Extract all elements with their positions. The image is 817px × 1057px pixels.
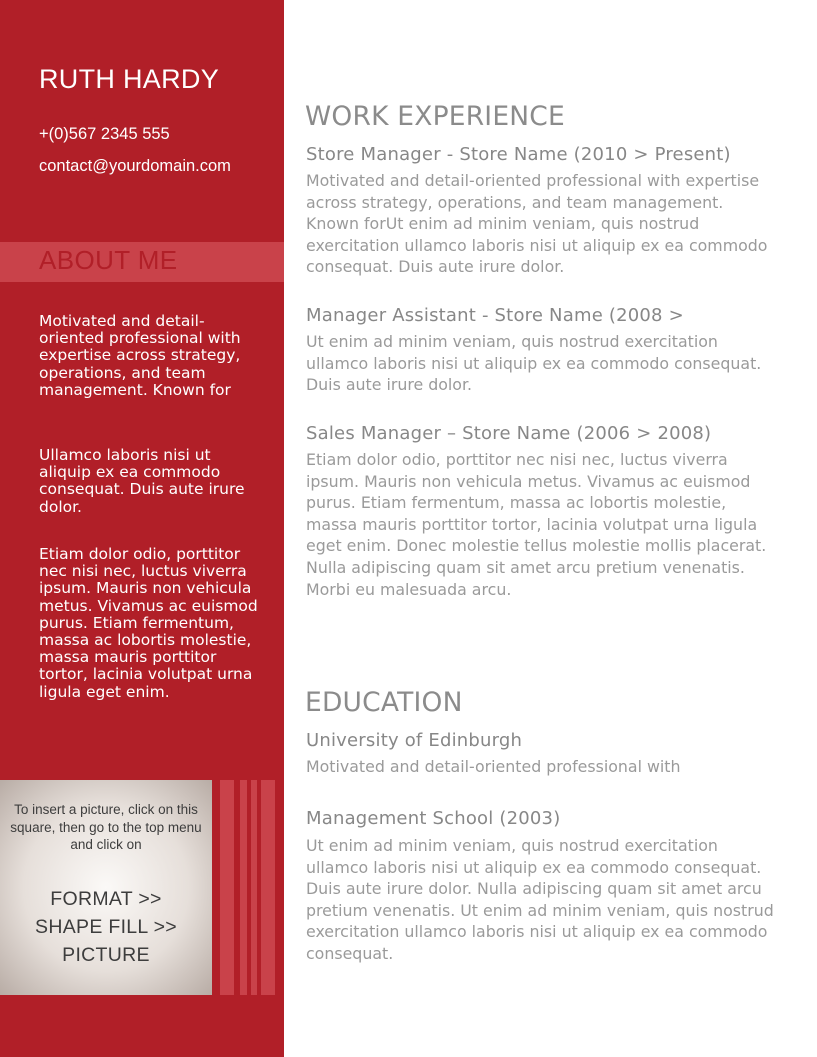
phone-number: +(0)567 2345 555: [39, 125, 170, 143]
decorative-stripe: [251, 780, 257, 995]
about-paragraph-2: Ullamco laboris nisi ut aliquip ex ea commodo consequat. Duis aute irure dolor.: [39, 446, 245, 516]
education-title: Management School (2003): [306, 808, 561, 829]
picture-instructions: To insert a picture, click on this square, then go to the top menu and click on: [10, 802, 202, 852]
about-paragraph-3: Etiam dolor odio, porttitor nec nisi nec, luctus viverra ipsum. Mauris non vehicula metus. Vivamus ac euismod purus. Etiam fermentum, massa ac lobortis molestie, massa mauris porttitor tortor, lacinia volutpat urna ligula eget enim.: [39, 545, 258, 701]
education-heading: EDUCATION: [305, 687, 463, 718]
about-me-band: [0, 242, 284, 282]
job-title: Manager Assistant - Store Name (2008 >: [306, 305, 684, 326]
picture-step-format: FORMAT >>: [50, 888, 162, 910]
picture-step-picture: PICTURE: [62, 944, 150, 966]
about-paragraph-1: Motivated and detail-oriented professional with expertise across strategy, operations, and team management. Known for: [39, 312, 241, 399]
picture-step-shape-fill: SHAPE FILL >>: [35, 916, 177, 938]
decorative-stripe: [220, 780, 234, 995]
email-address: contact@yourdomain.com: [39, 157, 231, 175]
job-description: Motivated and detail-oriented professional with expertise across strategy, operations, and team management. Known forUt enim ad minim veniam, quis nostrud exercitation ullamco laboris nisi ut aliquip ex ea commodo consequat. Duis aute irure dolor.: [306, 171, 768, 277]
picture-steps: [8, 885, 204, 969]
profile-picture-placeholder[interactable]: [0, 780, 212, 995]
candidate-name: RUTH HARDY: [39, 64, 220, 94]
job-title: Sales Manager – Store Name (2006 > 2008): [306, 423, 712, 444]
education-description: Ut enim ad minim veniam, quis nostrud exercitation ullamco laboris nisi ut aliquip ex ea commodo consequat. Duis aute irure dolor. Nulla adipiscing quam sit amet arcu pretium venenatis. Ut enim ad minim veniam, quis nostrud exercitation ullamco laboris nisi ut aliquip ex ea commodo consequat.: [306, 836, 774, 963]
decorative-stripe: [240, 780, 247, 995]
decorative-stripe: [261, 780, 275, 995]
education-description: Motivated and detail-oriented professional with: [306, 757, 681, 776]
job-title: Store Manager - Store Name (2010 > Present): [306, 144, 731, 165]
education-title: University of Edinburgh: [306, 730, 523, 751]
job-description: Ut enim ad minim veniam, quis nostrud exercitation ullamco laboris nisi ut aliquip ex ea commodo consequat. Duis aute irure dolor.: [306, 332, 762, 395]
about-me-heading: ABOUT ME: [39, 245, 178, 275]
job-description: Etiam dolor odio, porttitor nec nisi nec, luctus viverra ipsum. Mauris non vehicula metus. Vivamus ac euismod purus. Etiam fermentum, massa ac lobortis molestie, massa mauris porttitor tortor, lacinia volutpat urna ligula eget enim. Donec molestie tellus molestie mollis placerat. Nulla adipiscing quam sit amet arcu pretium venenatis. Morbi eu malesuada arcu.: [306, 450, 767, 599]
work-experience-heading: WORK EXPERIENCE: [305, 101, 565, 132]
